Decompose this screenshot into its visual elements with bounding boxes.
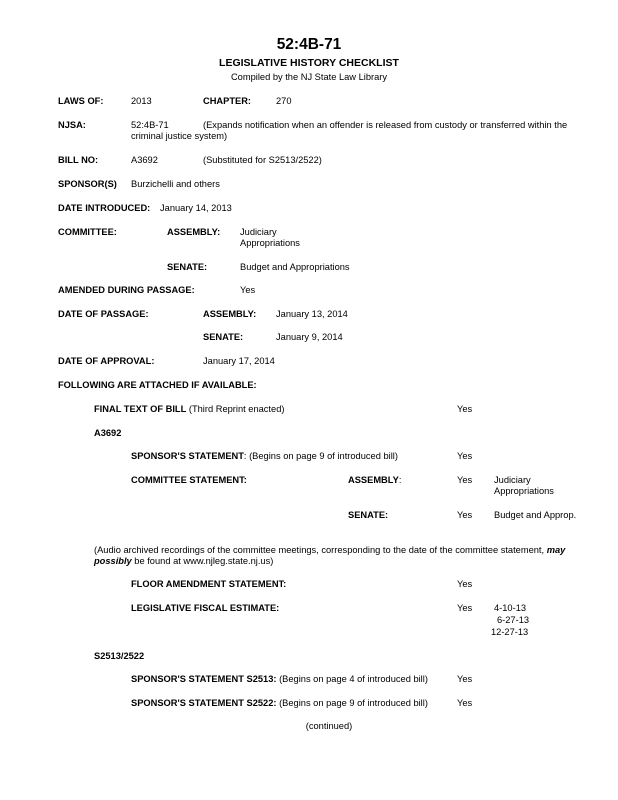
passage-assembly-value: January 13, 2014 [276, 309, 348, 319]
s2522-sponsor-row [131, 698, 428, 708]
njsa-label: NJSA: [58, 120, 86, 130]
a3692-senate-note: Budget and Approp. [494, 510, 577, 520]
a3692-sponsor-row [131, 451, 398, 461]
committee-assembly-line1: Judiciary [240, 227, 277, 237]
continued-note: (continued) [305, 721, 353, 731]
page-title: 52:4B-71 [276, 36, 342, 53]
a3692-assembly-value: Yes [457, 475, 473, 485]
passage-assembly-label: ASSEMBLY: [203, 309, 257, 319]
page-subtitle: LEGISLATIVE HISTORY CHECKLIST [219, 57, 399, 69]
bill-no-label: BILL NO: [58, 155, 99, 165]
audio-note-may: may [546, 545, 566, 555]
chapter-label: CHAPTER: [203, 96, 252, 106]
audio-note-text2: be found at www.njleg.state.nj.us) [131, 556, 274, 566]
approval-label: DATE OF APPROVAL: [58, 356, 155, 366]
sponsors-value: Burzichelli and others [131, 179, 220, 189]
committee-assembly-line2: Appropriations [240, 238, 300, 248]
a3692-sponsor-value: Yes [457, 451, 473, 461]
date-introduced-label: DATE INTRODUCED: [58, 203, 151, 213]
committee-label: COMMITTEE: [58, 227, 117, 237]
a3692-assembly-row [348, 475, 401, 485]
a3692-committee-label: COMMITTEE STATEMENT: [131, 475, 247, 485]
bill-no-value: A3692 [131, 155, 158, 165]
a3692-sponsor-label: SPONSOR'S STATEMENT [131, 451, 244, 461]
passage-label: DATE OF PASSAGE: [58, 309, 149, 319]
fiscal-date-2: 6-27-13 [497, 615, 530, 625]
s2513-sponsor-label: SPONSOR'S STATEMENT S2513: [131, 674, 277, 684]
fiscal-estimate-label: LEGISLATIVE FISCAL ESTIMATE: [131, 603, 280, 613]
bill-no-note: (Substituted for S2513/2522) [203, 155, 322, 165]
a3692-senate-label: SENATE: [348, 510, 389, 520]
amended-label: AMENDED DURING PASSAGE: [58, 285, 195, 295]
final-text-row [94, 404, 284, 414]
a3692-senate-value: Yes [457, 510, 473, 520]
fiscal-date-3: 12-27-13 [491, 627, 529, 637]
passage-senate-label: SENATE: [203, 332, 244, 342]
laws-of-label: LAWS OF: [58, 96, 104, 106]
s2513-sponsor-value: Yes [457, 674, 473, 684]
final-text-note: (Third Reprint enacted) [186, 404, 285, 414]
passage-senate-value: January 9, 2014 [276, 332, 343, 342]
s2513-heading: S2513/2522 [94, 651, 145, 661]
final-text-value: Yes [457, 404, 473, 414]
floor-amendment-label: FLOOR AMENDMENT STATEMENT: [131, 579, 287, 589]
floor-amendment-value: Yes [457, 579, 473, 589]
committee-senate-label: SENATE: [167, 262, 208, 272]
s2513-sponsor-note: (Begins on page 4 of introduced bill) [276, 674, 428, 684]
committee-senate-value: Budget and Appropriations [240, 262, 350, 272]
a3692-assembly-label: ASSEMBLY [348, 475, 399, 485]
fiscal-date-1: 4-10-13 [494, 603, 527, 613]
chapter-value: 270 [276, 96, 292, 106]
sponsors-label: SPONSOR(S) [58, 179, 117, 189]
a3692-assembly-note-line2: Appropriations [494, 486, 554, 496]
date-introduced-value: January 14, 2013 [160, 203, 232, 213]
approval-value: January 17, 2014 [203, 356, 275, 366]
audio-note [94, 545, 594, 556]
amended-value: Yes [240, 285, 256, 295]
njsa-value: 52:4B-71 [131, 120, 169, 130]
compiled-by: Compiled by the NJ State Law Library [230, 72, 388, 82]
a3692-assembly-colon: : [398, 475, 402, 485]
audio-note-possibly: possibly [94, 556, 132, 566]
s2522-sponsor-label: SPONSOR'S STATEMENT S2522: [131, 698, 277, 708]
audio-note-text1: (Audio archived recordings of the committee meetings, corresponding to the date of the committee statement, [94, 545, 547, 555]
s2522-sponsor-value: Yes [457, 698, 473, 708]
a3692-heading: A3692 [94, 428, 122, 438]
committee-assembly-label: ASSEMBLY: [167, 227, 221, 237]
fiscal-estimate-value: Yes [457, 603, 473, 613]
s2513-sponsor-row [131, 674, 428, 684]
njsa-description-line1: (Expands notification when an offender is released from custody or transferred within the [203, 120, 568, 130]
audio-note-line2 [94, 556, 273, 566]
laws-of-value: 2013 [131, 96, 152, 106]
a3692-sponsor-note: : (Begins on page 9 of introduced bill) [243, 451, 398, 461]
attached-heading: FOLLOWING ARE ATTACHED IF AVAILABLE: [58, 380, 257, 390]
final-text-label: FINAL TEXT OF BILL [94, 404, 187, 414]
a3692-assembly-note-line1: Judiciary [494, 475, 531, 485]
njsa-description-line2: criminal justice system) [131, 131, 228, 141]
s2522-sponsor-note: (Begins on page 9 of introduced bill) [276, 698, 428, 708]
